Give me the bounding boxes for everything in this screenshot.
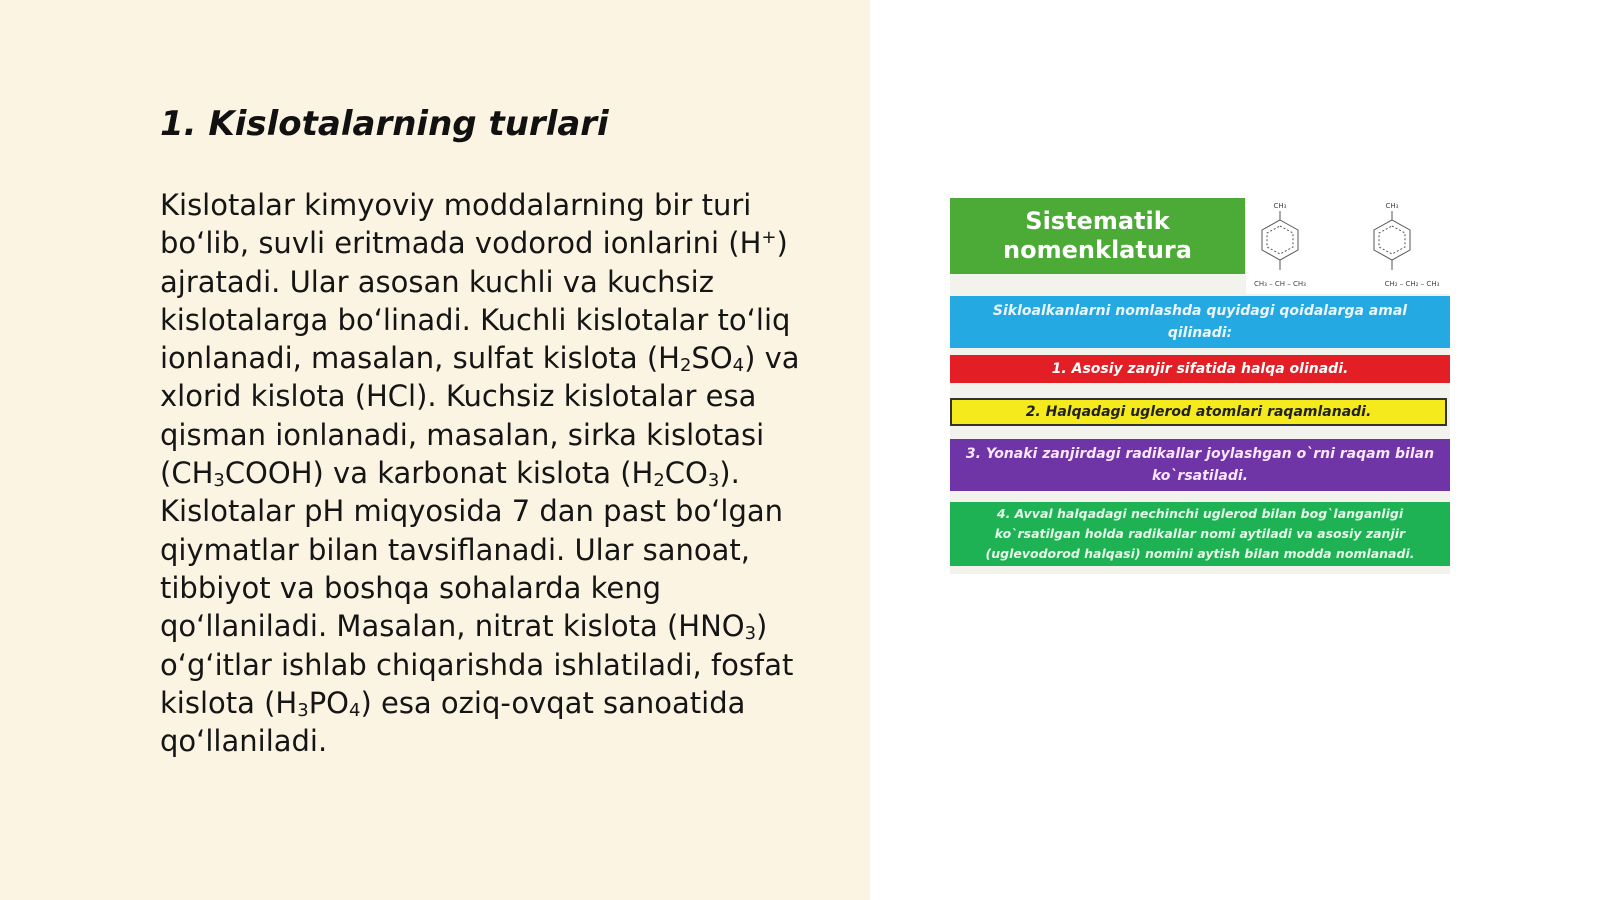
rule-4-band: 4. Avval halqadagi nechinchi uglerod bilan bog`langanligi ko`rsatilgan holda radikallar nomi aytiladi va asosiy zanjir (uglevodorod halqasi) nomini aytish bilan modda nomlanadi. (950, 502, 1450, 566)
molecule-2-bottom-label: CH₂ – CH₂ – CH₃ (1384, 280, 1440, 288)
body-text-segment: Kislotalar kimyoviy moddalarning bir turi bo‘lib, suvli eritmada vodorod ionlarini (H (160, 188, 762, 261)
subscript: 4 (349, 700, 361, 722)
body-text-segment: SO (691, 341, 733, 376)
molecule-2 (1374, 211, 1410, 270)
body-text-segment: CO (664, 456, 708, 491)
subscript: 3 (213, 470, 225, 492)
molecule-1-top-label: CH₃ (1273, 202, 1287, 210)
subscript: 3 (744, 623, 757, 645)
molecule-1-bottom-label: CH₃ – CH – CH₃ (1254, 280, 1306, 288)
rule-intro-band: Sikloalkanlarni nomlashda quyidagi qoidalarga amal qilinadi: (950, 296, 1450, 348)
subscript: 3 (297, 700, 309, 722)
figure-header-line2: nomenklatura (1003, 236, 1192, 264)
molecule-1 (1262, 211, 1298, 270)
subscript: 2 (679, 355, 692, 377)
subscript: 2 (653, 470, 665, 492)
body-text-segment: ) o‘g‘itlar ishlab chiqarishda ishlatiladi, fosfat kislota (H (160, 609, 794, 720)
slide-title: 1. Kislotalarning turlari (160, 104, 609, 144)
body-text-segment: ) esa oziq-ovqat sanoatida qo‘llaniladi. (160, 685, 746, 759)
body-text-segment: ) ajratadi. Ular asosan kuchli va kuchsiz kislotalarga bo‘linadi. Kuchli kislotalar to‘liq ionlanadi, masalan, sulfat kislota (H (160, 226, 791, 376)
rule-3-band: 3. Yonaki zanjirdagi radikallar joylashgan o`rni raqam bilan ko`rsatiladi. (950, 439, 1450, 491)
rule-1-band: 1. Asosiy zanjir sifatida halqa olinadi. (950, 355, 1450, 383)
molecule-structures (1246, 198, 1450, 294)
superscript: + (761, 227, 777, 249)
molecule-2-top-label: CH₃ (1385, 202, 1399, 210)
slide-body-text (160, 186, 825, 760)
body-text-segment: ). Kislotalar pH miqyosida 7 dan past bo‘lgan qiymatlar bilan tavsiflanadi. Ular sanoat, tibbiyot va boshqa sohalarda keng qo‘llaniladi. Masalan, nitrat kislota (HNO (160, 456, 784, 644)
subscript: 3 (707, 470, 720, 492)
figure-header-line1: Sistematik (1025, 207, 1170, 235)
body-text-segment: ) va xlorid kislota (HCl). Kuchsiz kislotalar esa qisman ionlanadi, masalan, sirka kislotasi (CH (160, 341, 800, 491)
figure-header (950, 198, 1245, 274)
rule-2-band: 2. Halqadagi uglerod atomlari raqamlanadi. (950, 398, 1447, 426)
body-text-segment: PO (308, 685, 350, 720)
body-text-segment: COOH) va karbonat kislota (H (224, 456, 654, 491)
subscript: 4 (732, 355, 745, 377)
nomenclature-image (950, 198, 1450, 574)
